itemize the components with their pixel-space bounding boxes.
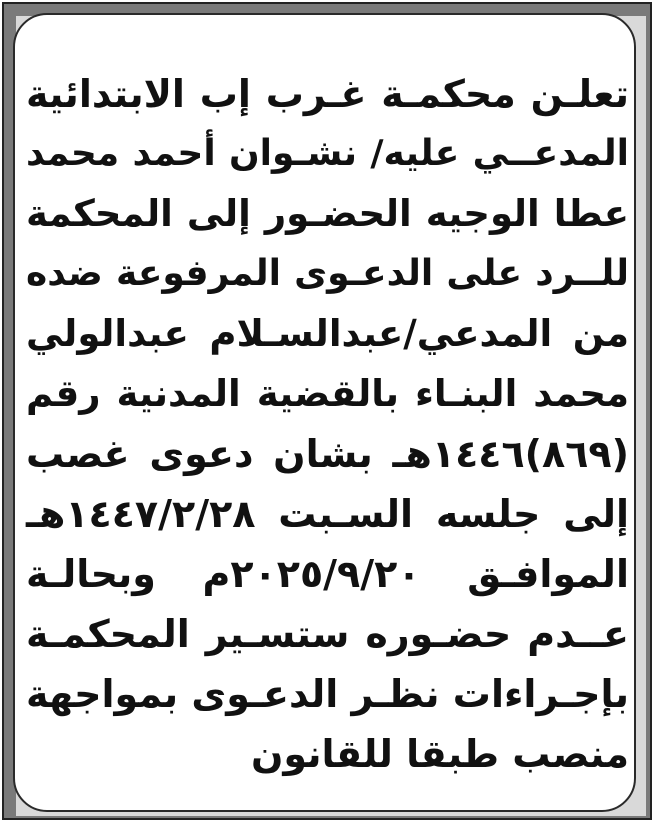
notice-line: للــرد على الدعـوى المرفوعة ضده <box>26 253 629 294</box>
notice-line: الموافـق ٢٠٢٥/٩/٢٠م وبحالـة <box>26 552 629 596</box>
notice-line: تعلـن محكمـة غـرب إب الابتدائية <box>26 72 629 116</box>
notice-line: إلى جلسه السـبت ١٤٤٧/٢/٢٨هـ <box>26 492 629 536</box>
notice-line: المدعــي عليه/ نشـوان أحمد محمد <box>26 133 629 174</box>
notice-body <box>26 64 629 784</box>
notice-line-last: منصب طبقا للقانون <box>250 732 629 776</box>
notice-line: عــدم حضـوره ستسـير المحكمـة <box>26 612 629 656</box>
notice-line: عطا الوجيه الحضـور إلى المحكمة <box>26 192 629 235</box>
notice-frame <box>2 2 652 820</box>
notice-line: محمد البنـاء بالقضية المدنية رقم <box>26 372 629 415</box>
notice-line: من المدعي/عبدالسـلام عبدالولي <box>26 312 629 355</box>
notice-line: (٨٦٩)١٤٤٦هـ بشان دعوى غصب <box>26 432 629 476</box>
notice-line: بإجـراءات نظـر الدعـوى بمواجهة <box>26 672 629 716</box>
